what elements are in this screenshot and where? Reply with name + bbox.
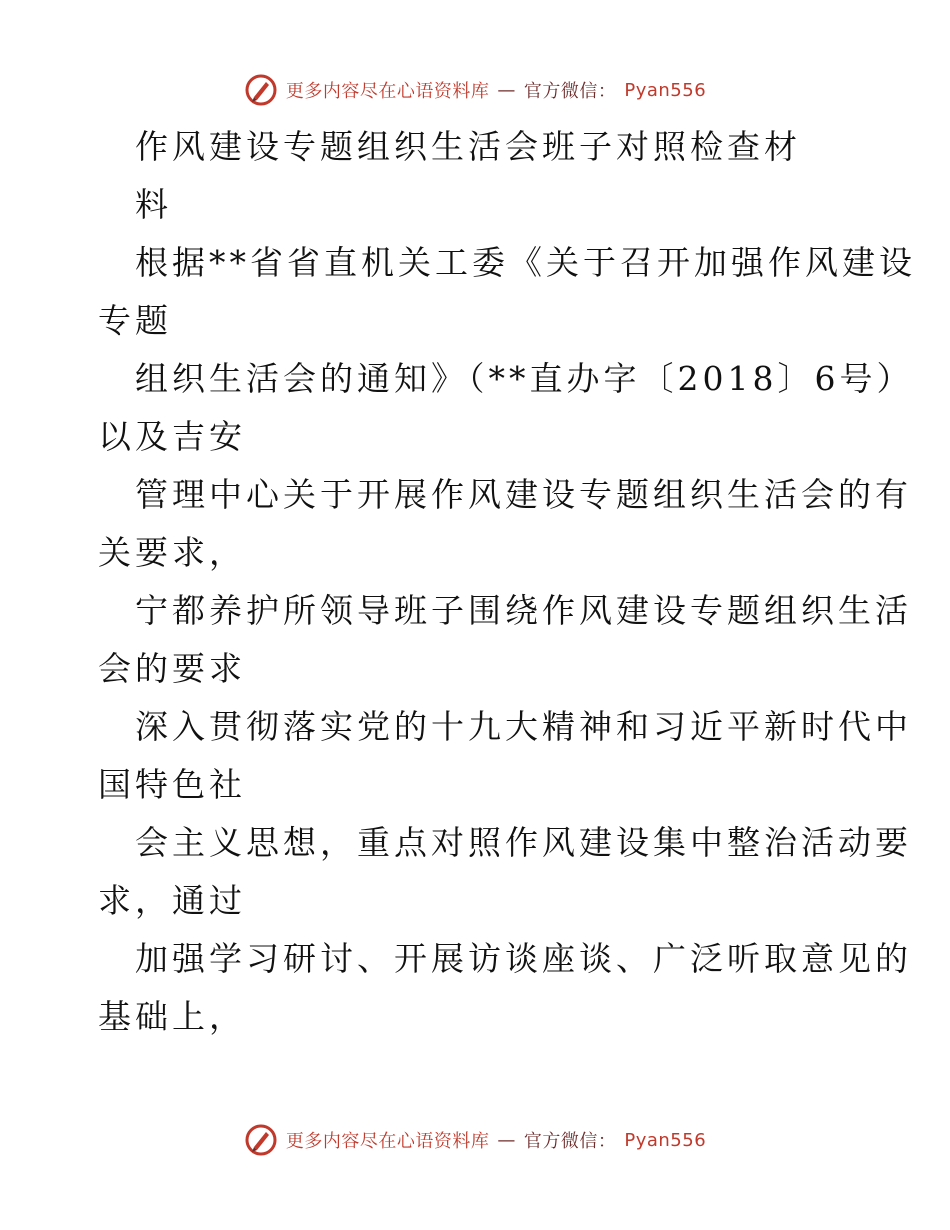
text-line: 料 — [135, 185, 172, 224]
watermark-prefix: 更多内容尽在心语资料库 — [285, 81, 490, 102]
pen-circle-logo-icon — [244, 1123, 278, 1157]
watermark-prefix: 更多内容尽在心语资料库 — [285, 1131, 490, 1152]
text-line: 组织生活会的通知》（**直办字〔2018〕6号） — [135, 359, 914, 398]
document-body — [98, 118, 916, 1046]
text-line: 求，通过 — [98, 881, 246, 920]
text-line: 会主义思想，重点对照作风建设集中整治活动要 — [135, 823, 912, 862]
watermark-suffix: 官方微信： — [523, 1131, 617, 1152]
text-line: 专题 — [98, 301, 172, 340]
text-line: 关要求， — [98, 533, 246, 572]
header-watermark — [0, 70, 950, 110]
watermark-wechat-id: Pyan556 — [624, 1129, 707, 1151]
watermark-dash: — — [497, 1129, 516, 1151]
watermark-wechat-id: Pyan556 — [624, 79, 707, 101]
watermark-dash: — — [497, 79, 516, 101]
text-line: 根据**省省直机关工委《关于召开加强作风建设 — [135, 243, 916, 282]
pen-circle-logo-icon — [244, 73, 278, 107]
footer-watermark — [0, 1120, 950, 1160]
text-line: 会的要求 — [98, 649, 246, 688]
text-line: 以及吉安 — [98, 417, 246, 456]
text-line: 国特色社 — [98, 765, 246, 804]
text-line: 加强学习研讨、开展访谈座谈、广泛听取意见的 — [135, 939, 912, 978]
watermark-suffix: 官方微信： — [523, 81, 617, 102]
text-line: 基础上， — [98, 997, 246, 1036]
text-line: 宁都养护所领导班子围绕作风建设专题组织生活 — [135, 591, 912, 630]
text-line: 管理中心关于开展作风建设专题组织生活会的有 — [135, 475, 912, 514]
text-line: 深入贯彻落实党的十九大精神和习近平新时代中 — [135, 707, 912, 746]
text-line: 作风建设专题组织生活会班子对照检查材 — [135, 127, 801, 166]
